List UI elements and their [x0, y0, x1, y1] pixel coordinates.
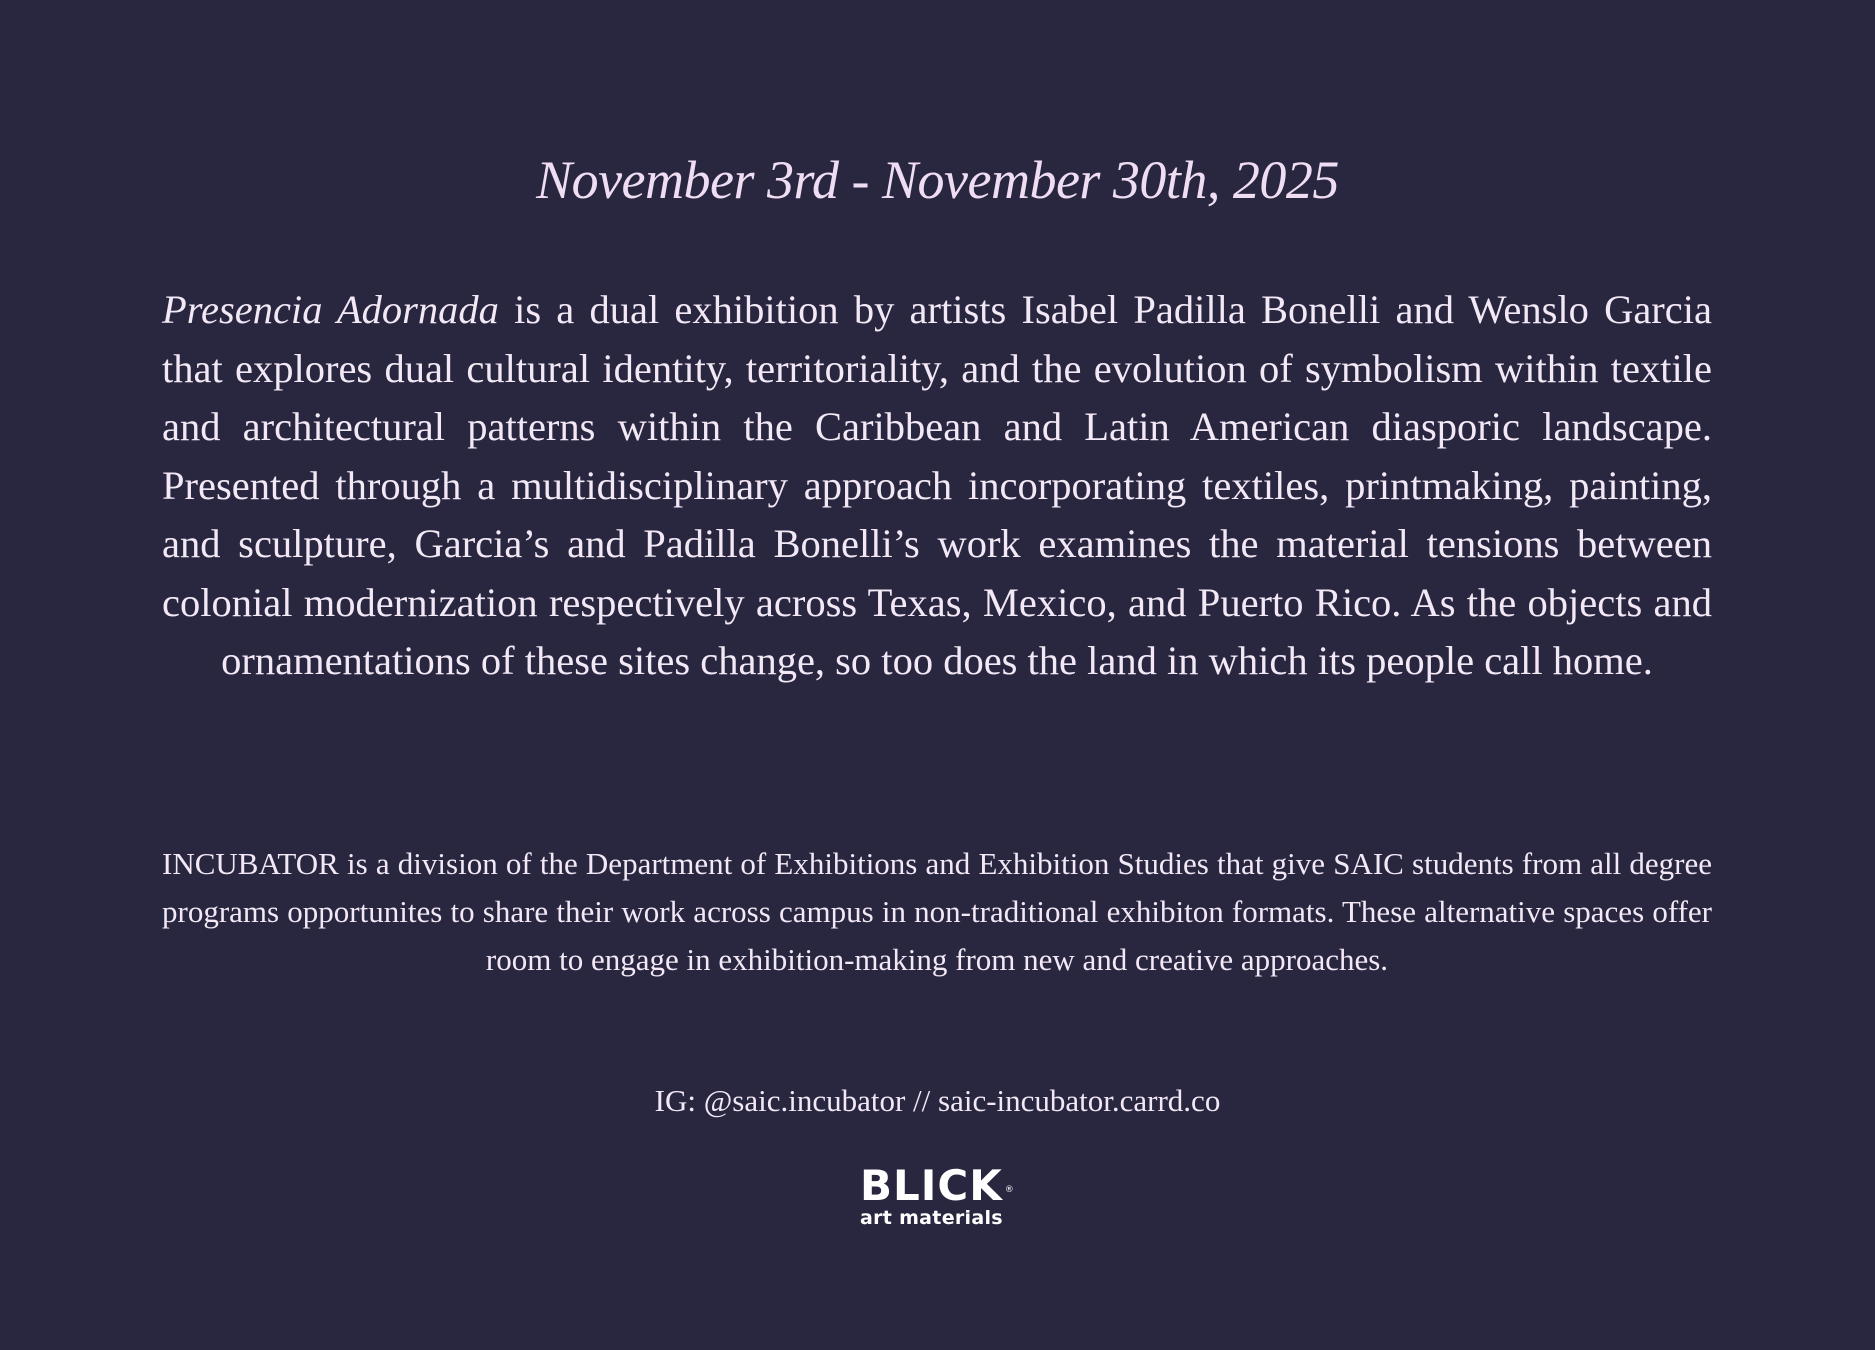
exhibition-description-text: is a dual exhibition by artists Isabel Padilla Bonelli and Wenslo Garcia that explores dual cultural identity, territoriality, and the evolution of symbolism within textile and architectural patterns within the Caribbean and Latin American diasporic landscape. Presented through a multidisciplinary approach incorporating textiles, printmaking, painting, and sculpture, Garcia’s and Padilla Bonelli’s work examines the material tensions between colonial modernization respectively across Texas, Mexico, and Puerto Rico. As the objects and ornamentations of these sites change, so too does the land in which its people call home.	[162, 287, 1712, 683]
incubator-description: INCUBATOR is a division of the Department of Exhibitions and Exhibition Studies that give SAIC students from all degree programs opportunites to share their work across campus in non-traditional exhibiton formats. These alternative spaces offer room to engage in exhibition-making from new and creative approaches.	[162, 846, 1712, 977]
blick-logo-tagline: art materials	[860, 1207, 1003, 1229]
blick-logo-name: BLICK	[860, 1161, 1003, 1210]
blick-logo	[860, 1161, 1030, 1234]
contact-info: IG: @saic.incubator // saic-incubator.carrd.co	[654, 1083, 1221, 1118]
registered-mark-icon: ®	[1004, 1185, 1015, 1195]
exhibition-dates: November 3rd - November 30th, 2025	[536, 150, 1339, 210]
exhibition-title: Presencia Adornada	[162, 287, 499, 332]
blick-logo-wordmark	[860, 1161, 1030, 1210]
exhibition-description	[162, 281, 1712, 691]
